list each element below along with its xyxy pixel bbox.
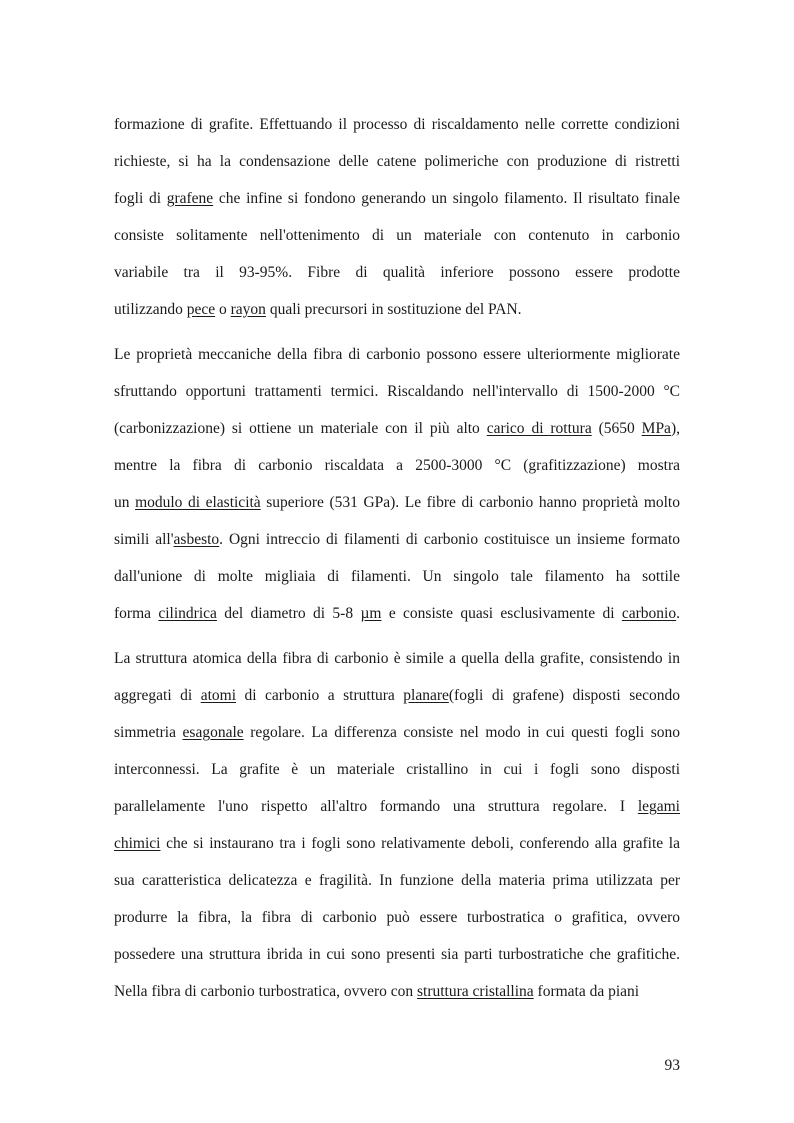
page-number: 93 [664,1057,680,1074]
text-segment: o [215,301,231,318]
paragraph [114,640,680,1010]
text-line [114,373,680,410]
paragraph-gap [114,632,680,640]
text-segment: (fogli di grafene) disposti secondo [448,687,680,704]
text-segment: (carbonizzazione) si ottiene un materiale con il più alto [114,420,487,437]
text-segment: utilizzando [114,301,187,318]
text-line [114,143,680,180]
paragraph-gap [114,328,680,336]
text-segment: che infine si fondono generando un singolo filamento. Il risultato finale [213,190,680,207]
text-line [114,180,680,217]
text-segment: consiste solitamente nell'ottenimento di un materiale con contenuto in carbonio [114,227,680,244]
text-link[interactable]: MPa [641,420,671,437]
text-line [114,640,680,677]
text-link[interactable]: cilindrica [158,605,217,622]
paragraph [114,106,680,328]
text-segment: simmetria [114,724,183,741]
text-segment: dall'unione di molte migliaia di filamenti. Un singolo tale filamento ha sottile [114,568,680,585]
text-line [114,217,680,254]
text-segment: . [676,605,680,622]
text-link[interactable]: asbesto [173,531,220,548]
text-segment: di carbonio a struttura [236,687,404,704]
text-line [114,862,680,899]
text-line [114,714,680,751]
text-segment: parallelamente l'uno rispetto all'altro formando una struttura regolare. I [114,798,638,815]
text-segment: un [114,494,136,511]
text-link[interactable]: struttura cristallina [417,983,534,1000]
text-segment: possedere una struttura ibrida in cui sono presenti sia parti turbostratiche che grafitiche. [114,946,680,963]
text-segment: formata da piani [533,983,640,1000]
text-segment: (5650 [591,420,642,437]
text-line [114,558,680,595]
text-segment: fogli di [114,190,167,207]
text-line [114,291,680,328]
text-segment: variabile tra il 93-95%. Fibre di qualità inferiore possono essere prodotte [114,264,680,281]
text-segment: aggregati di [114,687,201,704]
text-link[interactable]: legami [637,798,680,815]
text-segment: richieste, si ha la condensazione delle catene polimeriche con produzione di ristretti [114,153,680,170]
text-segment: La struttura atomica della fibra di carbonio è simile a quella della grafite, consistendo in [114,650,680,667]
text-segment: quali precursori in sostituzione del PAN. [265,301,522,318]
text-segment: simili all' [114,531,174,548]
text-line [114,254,680,291]
text-segment: produrre la fibra, la fibra di carbonio può essere turbostratica o grafitica, ovvero [114,909,680,926]
text-line [114,521,680,558]
text-line [114,899,680,936]
text-segment: . Ogni intreccio di filamenti di carbonio costituisce un insieme formato [219,531,680,548]
text-segment: formazione di grafite. Effettuando il processo di riscaldamento nelle corrette condizioni [114,116,680,133]
text-line [114,336,680,373]
text-link[interactable]: atomi [200,687,237,704]
text-segment: ), [670,420,680,437]
text-link[interactable]: planare [403,687,449,704]
text-line [114,825,680,862]
document-body [114,106,680,1010]
text-link[interactable]: µm [360,605,382,622]
text-link[interactable]: grafene [166,190,214,207]
text-line [114,751,680,788]
text-line [114,936,680,973]
text-link[interactable]: carbonio [621,605,677,622]
text-link[interactable]: pece [186,301,216,318]
text-segment: mentre la fibra di carbonio riscaldata a 2500-3000 °C (grafitizzazione) mostra [114,457,680,474]
text-line [114,788,680,825]
text-segment: e consiste quasi esclusivamente di [381,605,622,622]
text-segment: forma [114,605,159,622]
text-segment: che si instaurano tra i fogli sono relativamente deboli, conferendo alla grafite la [160,835,680,852]
text-line [114,595,680,632]
text-line [114,410,680,447]
text-link[interactable]: carico di rottura [486,420,592,437]
text-line [114,484,680,521]
text-segment: regolare. La differenza consiste nel modo in cui questi fogli sono [243,724,680,741]
paragraph [114,336,680,632]
text-line [114,677,680,714]
text-segment: del diametro di 5-8 [216,605,361,622]
text-line [114,447,680,484]
text-line [114,973,680,1010]
text-segment: Le proprietà meccaniche della fibra di carbonio possono essere ulteriormente migliorate [114,346,680,363]
text-segment: sfruttando opportuni trattamenti termici. Riscaldando nell'intervallo di 1500-2000 °C [114,383,680,400]
text-link[interactable]: modulo di elasticità [135,494,261,511]
text-line [114,106,680,143]
text-segment: sua caratteristica delicatezza e fragilità. In funzione della materia prima utilizzata per [114,872,680,889]
text-segment: interconnessi. La grafite è un materiale cristallino in cui i fogli sono disposti [114,761,680,778]
text-link[interactable]: chimici [114,835,161,852]
text-link[interactable]: rayon [230,301,266,318]
text-segment: Nella fibra di carbonio turbostratica, ovvero con [114,983,417,1000]
text-link[interactable]: esagonale [182,724,244,741]
text-segment: superiore (531 GPa). Le fibre di carbonio hanno proprietà molto [260,494,680,511]
